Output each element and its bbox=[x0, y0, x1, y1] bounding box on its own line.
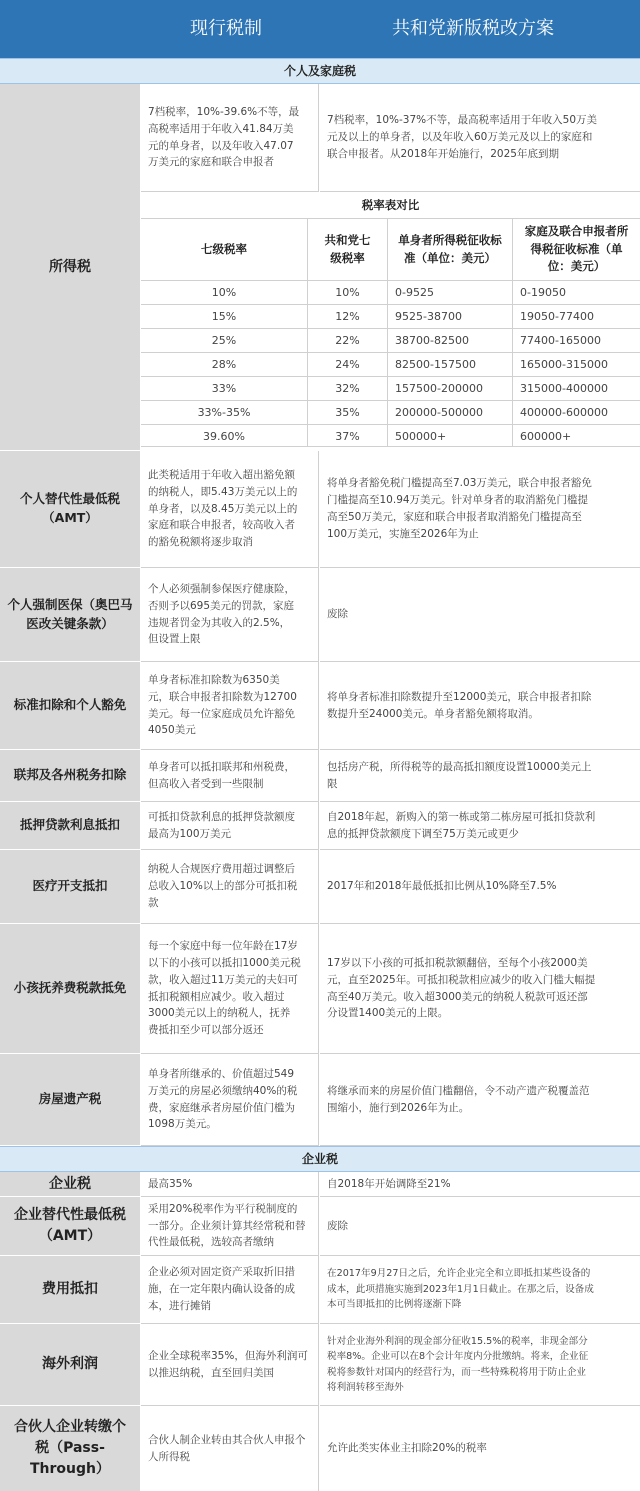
text-line: 将单身者标准扣除数提升至12000美元，联合申报者扣除 bbox=[327, 690, 592, 703]
text-line: 抵扣税额相应减少。收入超过 bbox=[148, 990, 285, 1003]
text-line: 位：美元） bbox=[547, 259, 606, 274]
text-line: 元及以上的单身者，以及年收入60万美元及以上的家庭和 bbox=[327, 131, 593, 144]
child-credit-reform bbox=[320, 924, 640, 1054]
text-line: 合伙人企业转缴个 bbox=[14, 1419, 126, 1435]
text-line: 高至40万美元。收入超3000美元的纳税人税款可返还部 bbox=[327, 990, 588, 1003]
text-line: 单身者可以抵扣联邦和州税费， bbox=[148, 760, 295, 773]
text-line: 个人强制医保（奥巴马 bbox=[7, 596, 133, 612]
text-line: 税将参数针对国内的经营行为，而一些特殊税将用于防止企业 bbox=[327, 1366, 587, 1378]
row-label-expensing bbox=[0, 1256, 140, 1324]
rate-cell-joint: 600000+ bbox=[513, 425, 640, 447]
rate-cell-single: 9525-38700 bbox=[388, 305, 513, 329]
amt-reform bbox=[320, 451, 640, 568]
text-line: 企业税 bbox=[49, 1175, 91, 1192]
text-line: 医改关键条款） bbox=[26, 615, 114, 631]
text-line: 高税率适用于年收入41.84万美 bbox=[148, 122, 294, 135]
text-line: 万美元的房屋必须缴纳40%的税 bbox=[148, 1084, 298, 1097]
text-line: 17岁以下小孩的可抵扣税款额翻倍，至每个小孩2000美 bbox=[327, 956, 588, 969]
text-line: 7档税率，10%-37%不等，最高税率适用于年收入50万美 bbox=[327, 114, 598, 127]
amt-current bbox=[141, 451, 319, 568]
text-line: 2017年和2018年最低抵扣比例从10%降至7.5% bbox=[327, 880, 557, 893]
standard-deduction-current bbox=[141, 662, 319, 750]
expensing-reform bbox=[320, 1256, 640, 1324]
rate-cell-joint: 19050-77400 bbox=[513, 305, 640, 329]
standard-deduction-reform bbox=[320, 662, 640, 750]
text-line: 医疗开支抵扣 bbox=[32, 878, 108, 894]
rate-cell-gop: 24% bbox=[308, 353, 388, 377]
text-line: 将继承而来的房屋价值门槛翻倍，令不动产遗产税覆盖范 bbox=[327, 1084, 590, 1097]
text-line: 分设置1400美元的上限。 bbox=[327, 1007, 449, 1020]
text-line: 元，联合申报者扣除数为12700 bbox=[148, 690, 297, 703]
row-label-standard-deduction bbox=[0, 662, 140, 750]
rate-cell-gop: 10% bbox=[308, 281, 388, 305]
text-line: 代性最低税，选较高者缴纳 bbox=[148, 1236, 274, 1249]
text-line: 家庭及联合申报者所 bbox=[524, 223, 629, 238]
section-corporate-title: 企业税 bbox=[0, 1146, 640, 1172]
text-line: 限 bbox=[327, 777, 338, 790]
corporate-amt-current bbox=[141, 1197, 319, 1256]
text-line: 企业替代性最低税 bbox=[14, 1207, 126, 1223]
text-line: 个人替代性最低税 bbox=[19, 491, 120, 507]
text-line: 税率8%。企业可以在8个会计年度内分批缴纳。将来，企业征 bbox=[327, 1351, 589, 1363]
income-tax-current bbox=[141, 84, 319, 192]
mandate-reform bbox=[320, 568, 640, 662]
rate-cell-gop: 22% bbox=[308, 329, 388, 353]
rate-cell-current: 33%-35% bbox=[141, 401, 308, 425]
row-label-corporate-amt bbox=[0, 1197, 140, 1256]
text-line: 包括房产税，所得税等的最高抵扣额度设置10000美元上 bbox=[327, 760, 592, 773]
rate-cell-joint: 0-19050 bbox=[513, 281, 640, 305]
text-line: 针对企业海外利润的现金部分征收15.5%的税率，非现金部分 bbox=[327, 1335, 588, 1347]
row-label-child-credit bbox=[0, 924, 140, 1054]
row-label-state-local bbox=[0, 750, 140, 802]
text-line: 企业全球税率35%，但海外利润可 bbox=[148, 1349, 308, 1362]
text-line: 纳税人合规医疗费用超过调整后 bbox=[148, 863, 295, 876]
text-line: 门槛提高至10.94万美元。针对单身者的取消豁免门槛提 bbox=[327, 494, 589, 507]
estate-tax-current bbox=[141, 1054, 319, 1146]
overseas-profits-reform bbox=[320, 1324, 640, 1406]
rate-cell-current: 15% bbox=[141, 305, 308, 329]
row-label-corporate-tax bbox=[0, 1172, 140, 1197]
text-line: 自2018年起，新购入的第一栋或第二栋房屋可抵扣贷款利 bbox=[327, 810, 596, 823]
rate-cell-gop: 32% bbox=[308, 377, 388, 401]
row-label-medical bbox=[0, 850, 140, 924]
text-line: 以推迟纳税，直至回归美国 bbox=[148, 1366, 274, 1379]
text-line: 废除 bbox=[327, 608, 348, 621]
text-line: 家庭和联合申报者，较高收入者 bbox=[148, 519, 295, 532]
text-line: 个人必须强制参保医疗健康险， bbox=[148, 582, 295, 595]
rate-cell-single: 500000+ bbox=[388, 425, 513, 447]
text-line: 100万美元，实施至2026年为止 bbox=[327, 527, 479, 540]
overseas-profits-current bbox=[141, 1324, 319, 1406]
row-label-mortgage bbox=[0, 802, 140, 850]
rate-header-seven-brackets: 七级税率 bbox=[141, 219, 308, 281]
text-line: 得税征收标准（单 bbox=[530, 241, 623, 256]
text-line: 单身者所得税征收标 bbox=[398, 232, 502, 247]
row-label-overseas-profits bbox=[0, 1324, 140, 1406]
text-line: 但设置上限 bbox=[148, 633, 201, 646]
text-line: 单身者所继承的、价值超过549 bbox=[148, 1067, 295, 1080]
text-line: 废除 bbox=[327, 1219, 348, 1232]
text-line: 采用20%税率作为平行税制度的 bbox=[148, 1202, 298, 1215]
estate-tax-reform bbox=[320, 1054, 640, 1146]
rate-cell-single: 157500-200000 bbox=[388, 377, 513, 401]
rate-cell-single: 38700-82500 bbox=[388, 329, 513, 353]
rate-cell-current: 25% bbox=[141, 329, 308, 353]
text-line: 单身者，以及8.45万美元以上的 bbox=[148, 502, 298, 515]
text-line: 但高收入者受到一些限制 bbox=[148, 777, 264, 790]
text-line: 标准扣除和个人豁免 bbox=[13, 697, 127, 713]
income-tax-reform bbox=[320, 84, 640, 192]
text-line: 违规者罚金为其收入的2.5%， bbox=[148, 616, 291, 629]
text-line: 费，家庭继承者房屋价值门槛为 bbox=[148, 1101, 295, 1114]
text-line: 将利润转移至海外 bbox=[327, 1381, 404, 1393]
rate-cell-current: 10% bbox=[141, 281, 308, 305]
text-line: 最高为100万美元 bbox=[148, 827, 232, 840]
text-line: 单身者标准扣除数为6350美 bbox=[148, 673, 280, 686]
text-line: 以下的小孩可以抵扣1000美元税 bbox=[148, 956, 301, 969]
text-line: 抵押贷款利息抵扣 bbox=[19, 817, 120, 833]
text-line: 的豁免税额将逐步取消 bbox=[148, 536, 253, 549]
text-line: 人所得税 bbox=[148, 1450, 190, 1463]
rate-header-single bbox=[388, 219, 513, 281]
mortgage-current bbox=[141, 802, 319, 850]
text-line: 息的抵押贷款额度下调至75万美元或更少 bbox=[327, 827, 519, 840]
text-line: 此类税适用于年收入超出豁免额 bbox=[148, 469, 295, 481]
text-line: 准（单位：美元） bbox=[404, 250, 496, 265]
text-line: 本可当即抵扣的比例将逐渐下降 bbox=[327, 1299, 462, 1311]
rate-header-joint bbox=[513, 219, 640, 281]
text-line: 小孩抚养费税款抵免 bbox=[13, 980, 127, 996]
rate-cell-current: 33% bbox=[141, 377, 308, 401]
text-line: 高至50万美元，家庭和联合申报者取消豁免门槛提高至 bbox=[327, 511, 582, 523]
text-line: 共和党七 bbox=[324, 232, 371, 247]
rate-cell-single: 82500-157500 bbox=[388, 353, 513, 377]
text-line: 围缩小，施行到2026年为止。 bbox=[327, 1101, 470, 1114]
rate-cell-single: 0-9525 bbox=[388, 281, 513, 305]
text-line: 元的单身者，以及年收入47.07 bbox=[148, 139, 294, 152]
text-line: （AMT） bbox=[38, 1228, 102, 1244]
row-label-pass-through bbox=[0, 1406, 140, 1491]
text-line: 税（Pass- bbox=[35, 1440, 105, 1456]
text-line: 级税率 bbox=[330, 250, 365, 265]
mandate-current bbox=[141, 568, 319, 662]
text-line: 的纳税人，即5.43万美元以上的 bbox=[148, 485, 298, 498]
medical-reform bbox=[320, 850, 640, 924]
mortgage-reform bbox=[320, 802, 640, 850]
text-line: 4050美元 bbox=[148, 724, 196, 737]
rate-cell-current: 39.60% bbox=[141, 425, 308, 447]
text-line: 海外利润 bbox=[42, 1356, 98, 1372]
text-line: 本，进行摊销 bbox=[148, 1299, 211, 1312]
row-label-amt bbox=[0, 451, 140, 568]
corporate-tax-reform bbox=[320, 1172, 640, 1197]
header-bar bbox=[0, 0, 640, 58]
rate-cell-current: 28% bbox=[141, 353, 308, 377]
income-tax-label: 所得税 bbox=[0, 84, 140, 451]
pass-through-current bbox=[141, 1406, 319, 1491]
text-line: 成本，此项措施实施到2023年1月1日截止。在那之后，设备成 bbox=[327, 1283, 594, 1295]
text-line: 款，收入超过11万美元的夫妇可 bbox=[148, 973, 298, 986]
row-label-mandate bbox=[0, 568, 140, 662]
text-line: 否则予以695美元的罚款，家庭 bbox=[148, 599, 295, 612]
text-line: 房屋遗产税 bbox=[38, 1091, 102, 1107]
text-line: 允许此类实体业主扣除20%的税率 bbox=[327, 1442, 487, 1455]
text-line: 1098万美元。 bbox=[148, 1118, 217, 1131]
row-label-estate-tax bbox=[0, 1054, 140, 1146]
rate-cell-joint: 77400-165000 bbox=[513, 329, 640, 353]
text-line: 在2017年9月27日之后，允许企业完全和立即抵扣某些设备的 bbox=[327, 1268, 591, 1280]
text-line: 企业必须对固定资产采取折旧措 bbox=[148, 1266, 295, 1279]
text-line: Through） bbox=[30, 1461, 110, 1477]
text-line: 款 bbox=[148, 896, 159, 909]
state-local-current bbox=[141, 750, 319, 802]
text-line: 每一个家庭中每一位年龄在17岁 bbox=[148, 940, 298, 953]
expensing-current bbox=[141, 1256, 319, 1324]
text-line: 万美元的家庭和联合申报者 bbox=[148, 156, 274, 169]
rate-cell-single: 200000-500000 bbox=[388, 401, 513, 425]
text-line: 最高35% bbox=[148, 1177, 193, 1190]
text-line: 联合申报者。从2018年开始施行，2025年底到期 bbox=[327, 147, 559, 160]
rate-cell-gop: 35% bbox=[308, 401, 388, 425]
text-line: 将单身者豁免税门槛提高至7.03万美元，联合申报者豁免 bbox=[327, 477, 592, 490]
text-line: 7档税率，10%-39.6%不等，最 bbox=[148, 105, 300, 118]
text-line: 一部分。企业须计算其经常税和替 bbox=[148, 1219, 306, 1232]
text-line: 可抵扣贷款利息的抵押贷款额度 bbox=[148, 810, 295, 823]
medical-current bbox=[141, 850, 319, 924]
child-credit-current bbox=[141, 924, 319, 1054]
text-line: 自2018年开始调降至21% bbox=[327, 1177, 451, 1190]
corporate-amt-reform bbox=[320, 1197, 640, 1256]
text-line: 合伙人制企业转由其合伙人申报个 bbox=[148, 1433, 306, 1446]
rate-table-title: 税率表对比 bbox=[141, 192, 640, 219]
rate-cell-gop: 12% bbox=[308, 305, 388, 329]
text-line: 联邦及各州税务扣除 bbox=[13, 767, 127, 783]
text-line: 3000美元以上的纳税人，抚养 bbox=[148, 1007, 291, 1020]
header-reform-plan: 共和党新版税改方案 bbox=[392, 18, 554, 39]
rate-cell-joint: 315000-400000 bbox=[513, 377, 640, 401]
text-line: 元，直至2025年。可抵扣税款相应减少的收入门槛大幅提 bbox=[327, 973, 596, 986]
text-line: 数提升至24000美元。单身者豁免额将取消。 bbox=[327, 707, 539, 720]
rate-cell-joint: 400000-600000 bbox=[513, 401, 640, 425]
state-local-reform bbox=[320, 750, 640, 802]
text-line: 费用抵扣 bbox=[42, 1281, 98, 1297]
text-line: 美元。每一位家庭成员允许豁免 bbox=[148, 707, 295, 720]
rate-header-gop-rates bbox=[308, 219, 388, 281]
section-personal-title: 个人及家庭税 bbox=[0, 58, 640, 84]
rate-cell-joint: 165000-315000 bbox=[513, 353, 640, 377]
pass-through-reform bbox=[320, 1406, 640, 1491]
text-line: 施，在一定年限内确认设备的成 bbox=[148, 1283, 295, 1296]
header-current-system: 现行税制 bbox=[190, 18, 262, 39]
text-line: 费抵扣至少可以部分返还 bbox=[148, 1024, 264, 1037]
rate-cell-gop: 37% bbox=[308, 425, 388, 447]
corporate-tax-current bbox=[141, 1172, 319, 1197]
text-line: 总收入10%以上的部分可抵扣税 bbox=[148, 880, 298, 893]
text-line: （AMT） bbox=[42, 510, 98, 525]
